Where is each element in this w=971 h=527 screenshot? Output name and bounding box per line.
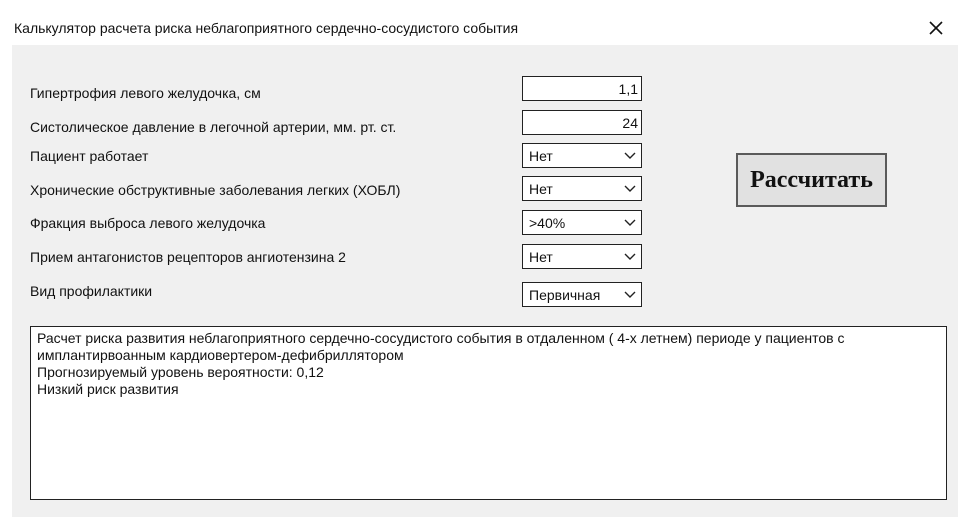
prophylaxis-label: Вид профилактики — [30, 283, 153, 299]
systolic-pressure-input[interactable]: 24 — [522, 110, 642, 135]
close-icon[interactable] — [926, 18, 946, 38]
prophylaxis-value: Первичная — [529, 287, 601, 303]
systolic-pressure-label: Систолическое давление в легочной артерии, мм. рт. ст. — [30, 119, 397, 135]
chevron-down-icon — [624, 291, 636, 299]
antagonists-value: Нет — [529, 249, 553, 265]
hypertrophy-label: Гипертрофия левого желудочка, см — [30, 85, 261, 101]
result-textarea[interactable] — [30, 326, 947, 500]
chevron-down-icon — [624, 185, 636, 193]
copd-label: Хронические обструктивные заболевания легких (ХОБЛ) — [30, 182, 401, 198]
result-line: Прогнозируемый уровень вероятности: 0,12 — [37, 364, 324, 380]
result-line: Расчет риска развития неблагоприятного сердечно-сосудистого события в отдаленном ( 4-х летнем) периоде у пациентов с — [37, 330, 845, 346]
hypertrophy-input[interactable]: 1,1 — [522, 76, 642, 101]
patient-working-value: Нет — [529, 148, 553, 164]
ejection-fraction-value: >40% — [529, 215, 566, 231]
chevron-down-icon — [624, 152, 636, 160]
chevron-down-icon — [624, 219, 636, 227]
chevron-down-icon — [624, 253, 636, 261]
patient-working-select[interactable] — [522, 143, 642, 168]
prophylaxis-select[interactable] — [522, 282, 642, 307]
copd-select[interactable] — [522, 176, 642, 201]
patient-working-label: Пациент работает — [30, 148, 149, 164]
antagonists-select[interactable] — [522, 244, 642, 269]
antagonists-label: Прием антагонистов рецепторов ангиотензина 2 — [30, 249, 346, 265]
ejection-fraction-select[interactable] — [522, 210, 642, 235]
window-title: Калькулятор расчета риска неблагоприятного сердечно-сосудистого события — [14, 20, 519, 36]
ejection-fraction-label: Фракция выброса левого желудочка — [30, 215, 266, 231]
result-line: имплантирвоанным кардиовертером-дефибриллятором — [37, 347, 404, 363]
result-line: Низкий риск развития — [37, 381, 179, 397]
copd-value: Нет — [529, 181, 553, 197]
calculate-button[interactable]: Рассчитать — [736, 153, 887, 207]
